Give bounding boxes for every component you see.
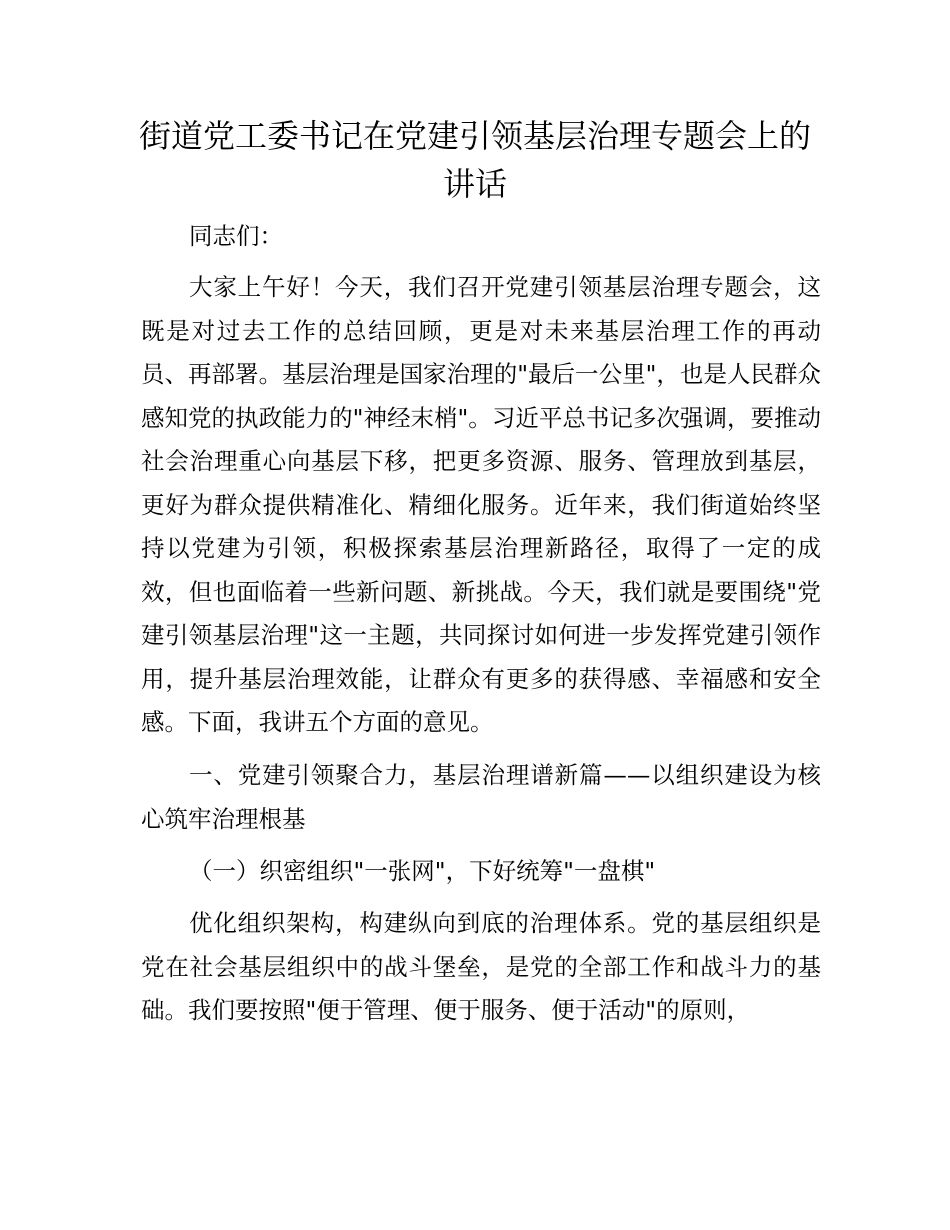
document-title: 街道党工委书记在党建引领基层治理专题会上的讲话	[138, 117, 811, 203]
subsection-heading-1-1: （一）织密组织"一张网"，下好统筹"一盘棋"	[189, 857, 656, 885]
greeting-paragraph: 同志们：	[189, 222, 283, 250]
intro-paragraph: 大家上午好！今天，我们召开党建引领基层治理专题会，这既是对过去工作的总结回顾，更是对未来基层治理工作的再动员、再部署。基层治理是国家治理的"最后一公里"，也是人民群众感知党的执政能力的"神经末梢"。习近平总书记多次强调，要推动社会治理重心向基层下移，把更多资源、服务、管理放到基层，更好为群众提供精准化、精细化服务。近年来，我们街道始终坚持以党建为引领，积极探索基层治理新路径，取得了一定的成效，但也面临着一些新问题、新挑战。今天，我们就是要围绕"党建引领基层治理"这一主题，共同探讨如何进一步发挥党建引领作用，提升基层治理效能，让群众有更多的获得感、幸福感和安全感。下面，我讲五个方面的意见。	[141, 273, 821, 736]
section-heading-1: 一、党建引领聚合力，基层治理谱新篇——以组织建设为核心筑牢治理根基	[141, 761, 821, 833]
body-paragraph-1-1: 优化组织架构，构建纵向到底的治理体系。党的基层组织是党在社会基层组织中的战斗堡垒，是党的全部工作和战斗力的基础。我们要按照"便于管理、便于服务、便于活动"的原则，	[141, 909, 821, 1024]
